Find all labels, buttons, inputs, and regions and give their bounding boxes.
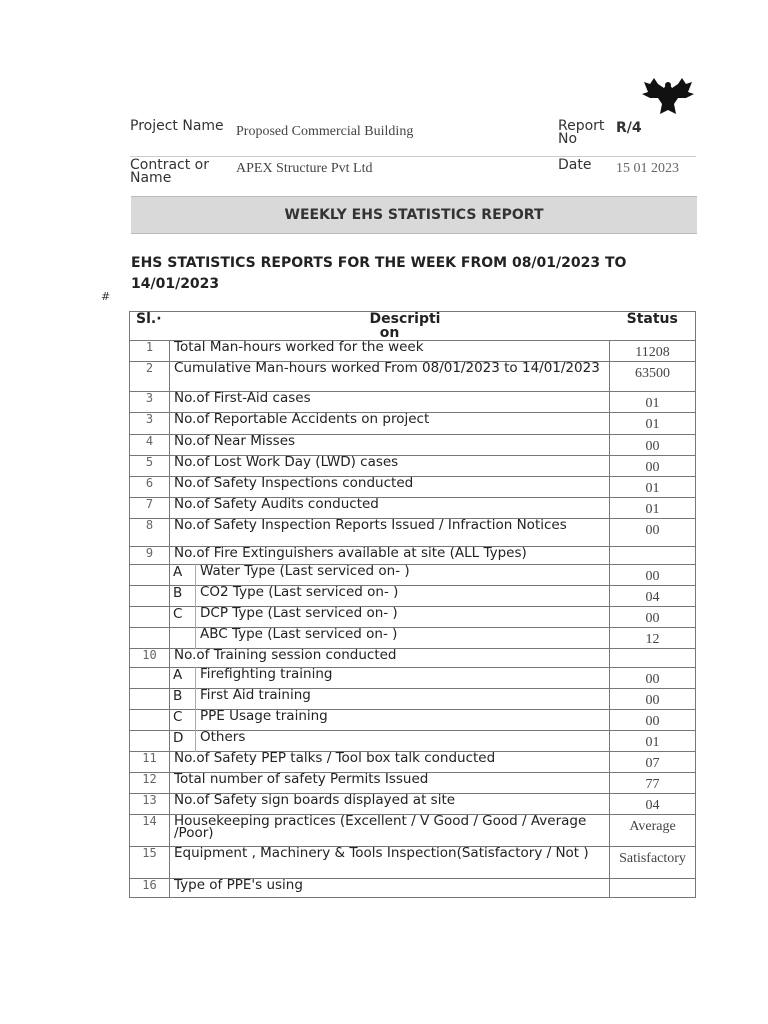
table-row xyxy=(130,519,696,547)
row-description: PPE Usage training xyxy=(200,708,328,724)
row-status xyxy=(610,649,696,668)
row-status: 04 xyxy=(610,586,696,607)
row-description: No.of Safety Inspections conducted xyxy=(174,475,414,491)
table-row xyxy=(130,794,696,815)
row-serial: 3 xyxy=(130,392,170,413)
row-status xyxy=(610,547,696,565)
stray-mark: # xyxy=(101,290,111,303)
row-description: Total number of safety Permits Issued xyxy=(174,771,429,787)
row-serial xyxy=(130,607,170,628)
row-status: 63500 xyxy=(610,362,696,392)
row-status: 00 xyxy=(610,519,696,547)
col-header-description: Descripti on xyxy=(170,312,610,341)
row-serial: 13 xyxy=(130,794,170,815)
row-description: Firefighting training xyxy=(200,666,333,682)
table-row xyxy=(130,689,696,710)
row-serial xyxy=(130,731,170,752)
table-row xyxy=(130,752,696,773)
row-status: 04 xyxy=(610,794,696,815)
row-status: 01 xyxy=(610,498,696,519)
table-row xyxy=(130,710,696,731)
table-row xyxy=(130,607,696,628)
table-row xyxy=(130,341,696,362)
project-name-value: Proposed Commercial Building xyxy=(236,120,558,157)
row-serial xyxy=(130,689,170,710)
row-description: CO2 Type (Last serviced on- ) xyxy=(200,584,399,600)
table-row xyxy=(130,628,696,649)
row-description: Housekeeping practices (Excellent / V Good / Good / Average /Poor) xyxy=(174,813,587,841)
row-serial xyxy=(130,628,170,649)
row-sub-label: A xyxy=(170,668,196,689)
report-no-value: R/4 xyxy=(616,120,696,157)
ehs-statistics-table xyxy=(129,311,696,898)
row-serial: 2 xyxy=(130,362,170,392)
row-serial: 15 xyxy=(130,847,170,879)
row-serial xyxy=(130,668,170,689)
eagle-logo-icon xyxy=(640,76,696,120)
table-row xyxy=(130,731,696,752)
row-status: 00 xyxy=(610,435,696,456)
row-status: 01 xyxy=(610,413,696,435)
row-status: 00 xyxy=(610,668,696,689)
row-description: First Aid training xyxy=(200,687,311,703)
row-description: No.of Safety PEP talks / Tool box talk conducted xyxy=(174,750,496,766)
row-serial: 3 xyxy=(130,413,170,435)
row-description: No.of Safety Inspection Reports Issued / Infraction Notices xyxy=(174,517,567,533)
row-serial: 12 xyxy=(130,773,170,794)
table-row xyxy=(130,879,696,898)
row-status: 77 xyxy=(610,773,696,794)
row-status: 00 xyxy=(610,689,696,710)
row-status: 01 xyxy=(610,477,696,498)
row-description: ABC Type (Last serviced on- ) xyxy=(200,626,398,642)
contract-value: APEX Structure Pvt Ltd xyxy=(236,161,373,176)
row-sub-label: C xyxy=(170,607,196,628)
row-description: Water Type (Last serviced on- ) xyxy=(200,563,410,579)
report-no-label: Report No xyxy=(558,120,616,157)
row-status: 07 xyxy=(610,752,696,773)
row-status: Average xyxy=(610,815,696,847)
table-row xyxy=(130,773,696,794)
row-sub-label: C xyxy=(170,710,196,731)
table-row xyxy=(130,815,696,847)
row-status: 00 xyxy=(610,565,696,586)
table-row xyxy=(130,435,696,456)
row-serial: 7 xyxy=(130,498,170,519)
table-row xyxy=(130,498,696,519)
row-serial: 4 xyxy=(130,435,170,456)
row-serial: 1 xyxy=(130,341,170,362)
row-status: 01 xyxy=(610,731,696,752)
table-row xyxy=(130,456,696,477)
row-description: Type of PPE's using xyxy=(174,877,303,893)
table-row xyxy=(130,413,696,435)
row-sub-label: D xyxy=(170,731,196,752)
date-label: Date xyxy=(558,157,592,173)
table-row xyxy=(130,392,696,413)
row-status: Satisfactory xyxy=(610,847,696,879)
table-row xyxy=(130,586,696,607)
row-description: Equipment , Machinery & Tools Inspection(Satisfactory / Not ) xyxy=(174,845,589,861)
row-description: No.of Safety sign boards displayed at site xyxy=(174,792,456,808)
col-header-status: Status xyxy=(610,312,696,341)
report-header xyxy=(130,120,696,205)
row-description: Cumulative Man-hours worked From 08/01/2023 to 14/01/2023 xyxy=(174,360,600,376)
row-serial: 10 xyxy=(130,649,170,668)
table-row xyxy=(130,547,696,565)
table-row xyxy=(130,362,696,392)
table-row xyxy=(130,649,696,668)
row-description: No.of Fire Extinguishers available at site (ALL Types) xyxy=(174,545,527,561)
row-serial: 5 xyxy=(130,456,170,477)
row-sub-label xyxy=(170,628,196,649)
table-row xyxy=(130,477,696,498)
row-serial: 9 xyxy=(130,547,170,565)
row-serial: 11 xyxy=(130,752,170,773)
row-status: 11208 xyxy=(610,341,696,362)
row-description: No.of Training session conducted xyxy=(174,647,397,663)
report-title-band: WEEKLY EHS STATISTICS REPORT xyxy=(131,196,697,234)
row-status xyxy=(610,879,696,898)
row-description: No.of Lost Work Day (LWD) cases xyxy=(174,454,399,470)
row-description: DCP Type (Last serviced on- ) xyxy=(200,605,398,621)
date-value: 15 01 2023 xyxy=(616,161,679,176)
row-serial: 8 xyxy=(130,519,170,547)
project-name-label: Project Name xyxy=(130,120,236,157)
row-status: 00 xyxy=(610,607,696,628)
row-serial xyxy=(130,565,170,586)
row-sub-label: B xyxy=(170,586,196,607)
row-serial: 6 xyxy=(130,477,170,498)
row-serial: 16 xyxy=(130,879,170,898)
row-serial xyxy=(130,586,170,607)
row-serial xyxy=(130,710,170,731)
row-status: 12 xyxy=(610,628,696,649)
row-serial: 14 xyxy=(130,815,170,847)
row-sub-label: A xyxy=(170,565,196,586)
table-row xyxy=(130,847,696,879)
row-description: No.of First-Aid cases xyxy=(174,390,311,406)
row-status: 01 xyxy=(610,392,696,413)
row-description: No.of Safety Audits conducted xyxy=(174,496,379,512)
row-sub-label: B xyxy=(170,689,196,710)
week-heading: EHS STATISTICS REPORTS FOR THE WEEK FROM 08/01/2023 TO 14/01/2023 xyxy=(131,255,627,292)
table-row xyxy=(130,565,696,586)
row-description: Total Man-hours worked for the week xyxy=(174,339,424,355)
row-description: No.of Near Misses xyxy=(174,433,296,449)
table-body xyxy=(130,341,696,898)
contract-label: Contract or Name xyxy=(130,157,209,186)
row-status: 00 xyxy=(610,456,696,477)
col-header-sl: Sl.· xyxy=(130,312,170,341)
row-description: Others xyxy=(200,729,246,745)
row-status: 00 xyxy=(610,710,696,731)
row-description: No.of Reportable Accidents on project xyxy=(174,411,430,427)
table-row xyxy=(130,668,696,689)
